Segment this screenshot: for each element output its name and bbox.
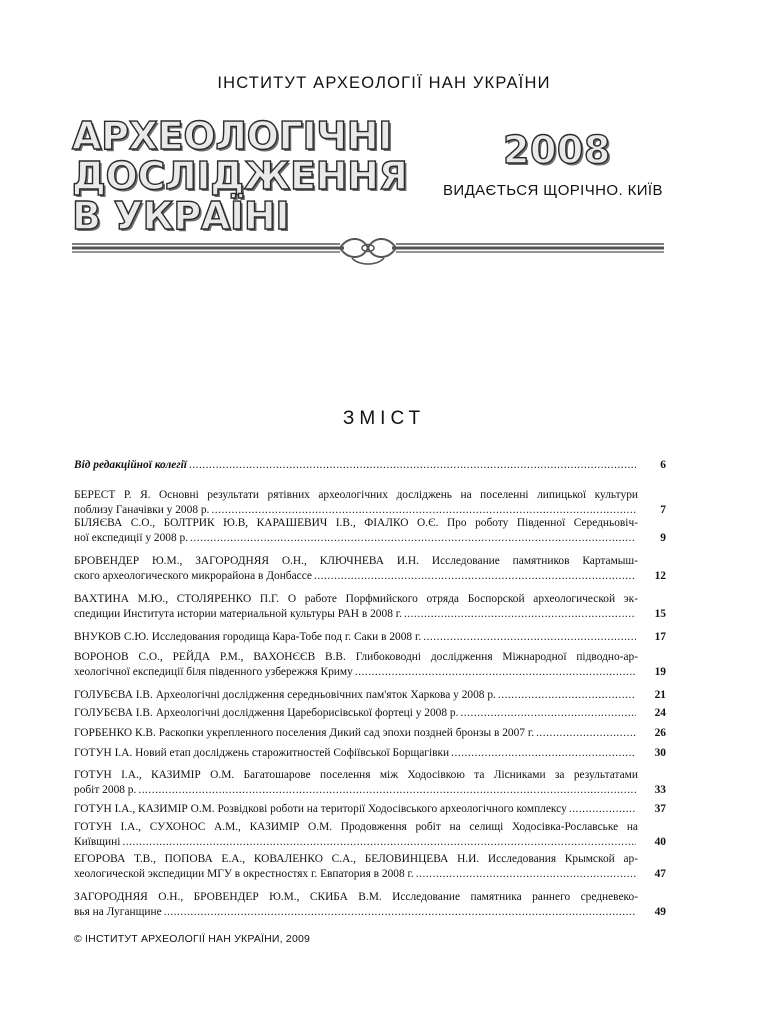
toc-entry: [74, 516, 666, 546]
toc-entry-line: [74, 665, 666, 680]
toc-entry: [74, 630, 666, 645]
journal-title: [72, 114, 408, 238]
toc-entry-title: хеологічної експедиції біля південного узбережжя Криму: [74, 666, 353, 678]
page-number: 15: [654, 608, 666, 620]
toc-entry-text: ВОРОНОВ С.О., РЕЙДА Р.М., ВАХОНЄЄВ В.В. Глибоководні дослідження Міжнародної підводно-ар-: [74, 651, 638, 663]
page-number: 47: [654, 868, 666, 880]
title-line-1: АРХЕОЛОГІЧНІ: [72, 114, 393, 158]
contents-heading: ЗМІСТ: [342, 408, 426, 429]
toc-entry-title: ГОТУН І.А., КАЗИМІР О.М. Розвідкові роботи на території Ходосівського археологічного комплексу: [74, 803, 567, 815]
page-number: 40: [654, 836, 666, 848]
toc-entry-title: ГОРБЕНКО К.В. Раскопки укрепленного поселения Дикий сад эпохи поздней бронзы в 2007 г.: [74, 727, 535, 739]
toc-entry-title: спедиции Института истории материальной культуры РАН в 2008 г.: [74, 608, 402, 620]
page-number: 9: [660, 532, 666, 544]
page-number: 6: [660, 459, 666, 471]
toc-entry: [74, 650, 666, 680]
page-number: 30: [654, 747, 666, 759]
toc-entry-title: ского археологического микрорайона в Донбассе: [74, 570, 312, 582]
toc-entry-line: [74, 458, 666, 473]
toc-entry-title: поблизу Ганачівки у 2008 р.: [74, 504, 210, 516]
dot-leader: [451, 746, 636, 761]
ornament-divider: [72, 232, 664, 272]
page-number: 33: [654, 784, 666, 796]
dot-leader: [122, 835, 636, 850]
dot-leader: [314, 569, 636, 584]
toc-entry-text: БЕРЕСТ Р. Я. Основні результати рятівних археологічних досліджень на поселенні липицької культури: [74, 489, 638, 501]
toc-entry-line: [74, 802, 666, 817]
page-number: 37: [654, 803, 666, 815]
toc-entry-title: ГОЛУБЄВА І.В. Археологічні дослідження Цареборисівської фортеці у 2008 р.: [74, 707, 459, 719]
toc-entry: [74, 554, 666, 584]
page-number: 21: [654, 689, 666, 701]
dot-leader: [460, 706, 636, 721]
toc-entry-title: хеологической экспедиции МГУ в окрестностях г. Евпатория в 2008 г.: [74, 868, 414, 880]
toc-entry-line: [74, 688, 666, 703]
dot-leader: [138, 783, 636, 798]
toc-entry-title: Київщині: [74, 836, 121, 848]
page-number: 7: [660, 504, 666, 516]
toc-entry-title: ної експедиції у 2008 р.: [74, 532, 189, 544]
publication-note: ВИДАЄТЬСЯ ЩОРІЧНО. КИЇВ: [443, 182, 663, 199]
toc-entry: [74, 768, 666, 798]
toc-entry-line: [74, 905, 666, 920]
toc-entry-line: [74, 630, 666, 645]
toc-entry: [74, 706, 666, 721]
title-line-3: В УКРАЇНІ: [72, 194, 290, 238]
toc-entry-text: ГОТУН І.А., КАЗИМІР О.М. Багатошарове поселення між Ходосівкою та Лісниками за результатами: [74, 769, 638, 781]
toc-entry: [74, 688, 666, 703]
toc-entry-line: [74, 726, 666, 741]
toc-entry: [74, 890, 666, 920]
toc-entry-line: [74, 569, 666, 584]
dot-leader: [355, 665, 636, 680]
page-number: 26: [654, 727, 666, 739]
toc-entry: [74, 726, 666, 741]
dot-leader: [189, 458, 636, 473]
toc-entry-title: ГОЛУБЄВА І.В. Археологічні дослідження середньовічних пам'яток Харкова у 2008 р.: [74, 689, 496, 701]
dot-leader: [498, 688, 636, 703]
toc-entry: [74, 852, 666, 882]
toc-entry-text: ЗАГОРОДНЯЯ О.Н., БРОВЕНДЕР Ю.М., СКИБА В.М. Исследование памятника раннего средневеко-: [74, 891, 638, 903]
page-number: 17: [654, 631, 666, 643]
dot-leader: [423, 630, 636, 645]
institute-name: ІНСТИТУТ АРХЕОЛОГІЇ НАН УКРАЇНИ: [217, 74, 551, 92]
toc-entry-line: [74, 607, 666, 622]
copyright: © ІНСТИТУТ АРХЕОЛОГІЇ НАН УКРАЇНИ, 2009: [74, 933, 311, 945]
dot-leader: [569, 802, 636, 817]
dot-leader: [190, 531, 636, 546]
page-number: 49: [654, 906, 666, 918]
toc-entry-title: вья на Луганщине: [74, 906, 162, 918]
title-line-2: ДОСЛІДЖЕННЯ: [72, 154, 408, 198]
toc-entry-text: ЕГОРОВА Т.В., ПОПОВА Е.А., КОВАЛЕНКО С.А., БЕЛОВИНЦЕВА Н.И. Исследования Крымской ар-: [74, 853, 638, 865]
page-number: 19: [654, 666, 666, 678]
toc-entry-line: [74, 531, 666, 546]
toc-entry-text: БРОВЕНДЕР Ю.М., ЗАГОРОДНЯЯ О.Н., КЛЮЧНЕВА И.Н. Исследование памятников Картамыш-: [74, 555, 638, 567]
dot-leader: [404, 607, 636, 622]
toc-entry-line: [74, 835, 666, 850]
toc-entry-text: ВАХТИНА М.Ю., СТОЛЯРЕНКО П.Г. О работе Порфмийского отряда Боспорской археологической эк-: [74, 593, 638, 605]
toc-entry-text: БІЛЯЄВА С.О., БОЛТРИК Ю.В, КАРАШЕВИЧ І.В., ФІАЛКО О.Є. Про роботу Південної Середньовіч-: [74, 517, 638, 529]
toc-entry: [74, 746, 666, 761]
toc-entry: [74, 802, 666, 817]
dot-leader: [536, 726, 636, 741]
toc-entry-title: робіт 2008 р.: [74, 784, 137, 796]
year: 2008: [503, 128, 611, 172]
toc-entry-title: Від редакційної колегії: [74, 459, 187, 471]
toc-entry: [74, 820, 666, 850]
toc-entry: [74, 488, 666, 518]
toc-entry: [74, 458, 666, 473]
toc-entry-line: [74, 867, 666, 882]
toc-entry-line: [74, 746, 666, 761]
toc-entry-line: [74, 706, 666, 721]
toc-entry-line: [74, 783, 666, 798]
page-number: 12: [654, 570, 666, 582]
page-number: 24: [654, 707, 666, 719]
toc-entry-text: ГОТУН І.А., СУХОНОС А.М., КАЗИМІР О.М. Продовження робіт на селищі Ходосівка-Рославське на: [74, 821, 638, 833]
dot-leader: [416, 867, 636, 882]
toc-entry-title: ГОТУН І.А. Новий етап досліджень старожитностей Софіївської Борщагівки: [74, 747, 450, 759]
dot-leader: [164, 905, 636, 920]
toc-entry-title: ВНУКОВ С.Ю. Исследования городища Кара-Тобе под г. Саки в 2008 г.: [74, 631, 422, 643]
toc-entry: [74, 592, 666, 622]
